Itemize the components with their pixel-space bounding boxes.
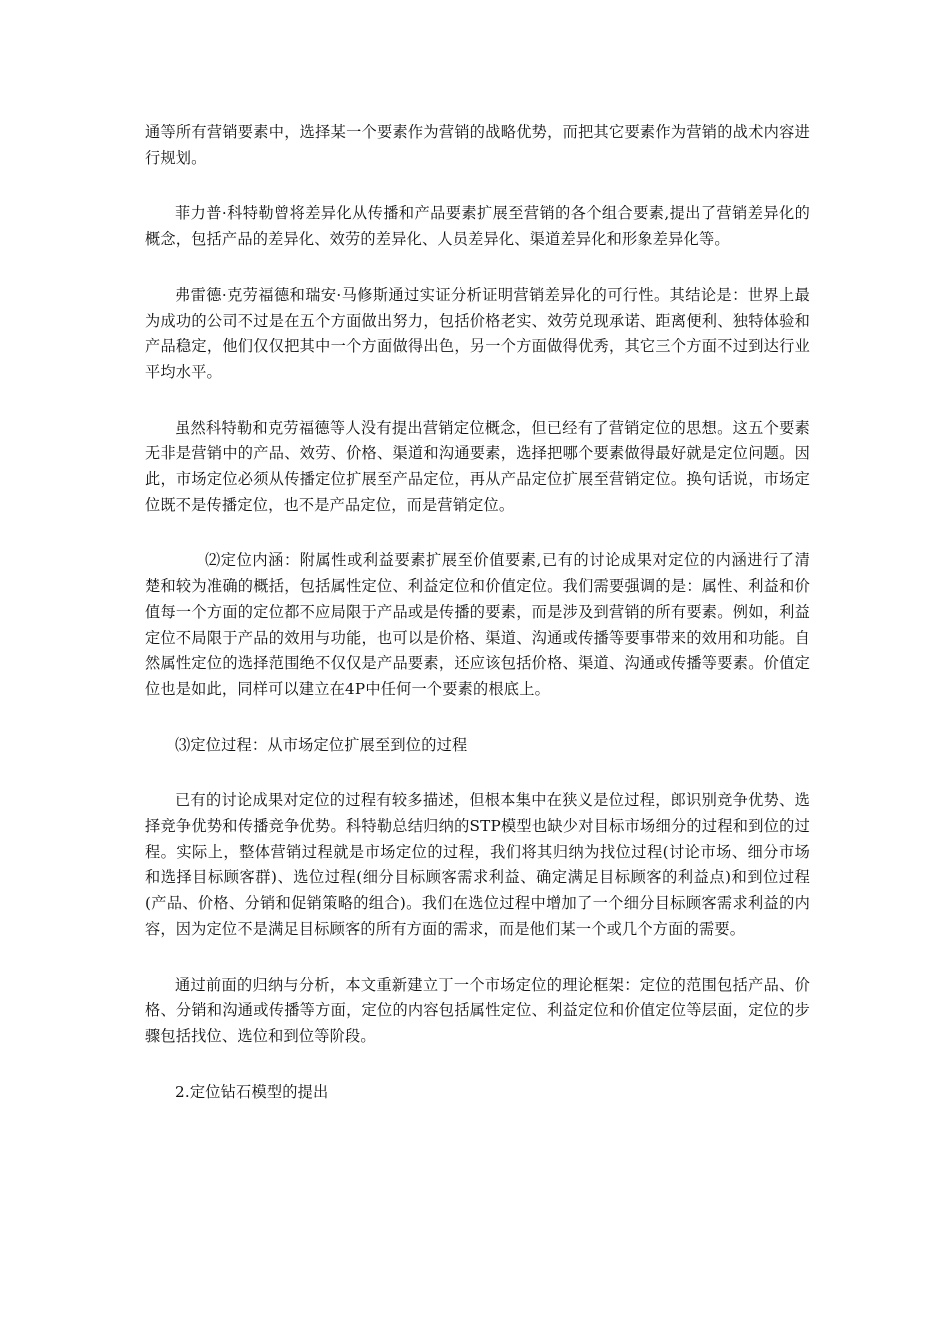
paragraph-marketing-positioning: 虽然科特勒和克劳福德等人没有提出营销定位概念，但已经有了营销定位的思想。这五个要素无非是营销中的产品、效劳、价格、渠道和沟通要素，选择把哪个要素做得最好就是定位问题。因此，市场定位必须从传播定位扩展至产品定位，再从产品定位扩展至营销定位。换句话说，市场定位既不是传播定位，也不是产品定位，而是营销定位。 [145,418,810,514]
paragraph-kotler-differentiation: 菲力普·科特勒曾将差异化从传播和产品要素扩展至营销的各个组合要素,提出了营销差异化的概念，包括产品的差异化、效劳的差异化、人员差异化、渠道差异化和形象差异化等。 [145,204,810,249]
paragraph-framework-summary: 通过前面的归纳与分析，本文重新建立丁一个市场定位的理论框架：定位的范围包括产品、价格、分销和沟通或传播等方面，定位的内容包括属性定位、利益定位和价值定位等层面，定位的步骤包括找位、选位和到位等阶段。 [145,975,810,1045]
paragraph-gap [145,386,810,416]
paragraph-gap [145,171,810,201]
paragraph-gap [145,758,810,788]
paragraph-crawford-mathews: 弗雷德·克劳福德和瑞安·马修斯通过实证分析证明营销差异化的可行性。其结论是：世界上最为成功的公司不过是在五个方面做出努力，包括价格老实、效劳兑现承诺、距离便利、独特体验和产品稳定，他们仅仅把其中一个方面做得出色，另一个方面做得优秀，其它三个方面不过到达行业平均水平。 [145,285,810,381]
paragraph-gap [145,943,810,973]
paragraph-gap [145,1050,810,1080]
document-body [145,120,810,1105]
section-heading-diamond-model: 2.定位钻石模型的提出 [175,1082,329,1101]
paragraph-gap [145,703,810,733]
paragraph-positioning-connotation: ⑵定位内涵：附属性或利益要素扩展至价值要素,已有的讨论成果对定位的内涵进行了清楚和较为准确的概括，包括属性定位、利益定位和价值定位。我们需要强调的是：属性、利益和价值每一个方面的定位都不应局限于产品或是传播的要素，而是涉及到营销的所有要素。例如，利益定位不局限于产品的效用与功能，也可以是价格、渠道、沟通或传播等要事带来的效用和功能。自然属性定位的选择范围绝不仅仅是产品要素，还应该包括价格、渠道、沟通或传播等要素。价值定位也是如此，同样可以建立在4P中任何一个要素的根底上。 [145,551,810,698]
section-heading-positioning-process: ⑶定位过程：从市场定位扩展至到位的过程 [175,735,468,754]
paragraph-gap [145,518,810,548]
paragraph-positioning-process: 已有的讨论成果对定位的过程有较多描述，但根本集中在狭义是位过程，郎识别竞争优势、选择竞争优势和传播竞争优势。科特勒总结归纳的STP模型也缺少对目标市场细分的过程和到位的过程。实际上，整体营销过程就是市场定位的过程，我们将其归纳为找位过程(讨论市场、细分市场和选择目标顾客群)、选位过程(细分目标顾客需求利益、确定满足目标顾客的利益点)和到位过程(产品、价格、分销和促销策略的组合)。我们在选位过程中增加了一个细分目标顾客需求利益的内容，因为定位不是满足目标顾客的所有方面的需求，而是他们某一个或几个方面的需要。 [145,791,810,938]
paragraph-continuation: 通等所有营销要素中，选择某一个要素作为营销的战略优势，而把其它要素作为营销的战术内容进行规划。 [145,123,810,167]
paragraph-gap [145,253,810,283]
